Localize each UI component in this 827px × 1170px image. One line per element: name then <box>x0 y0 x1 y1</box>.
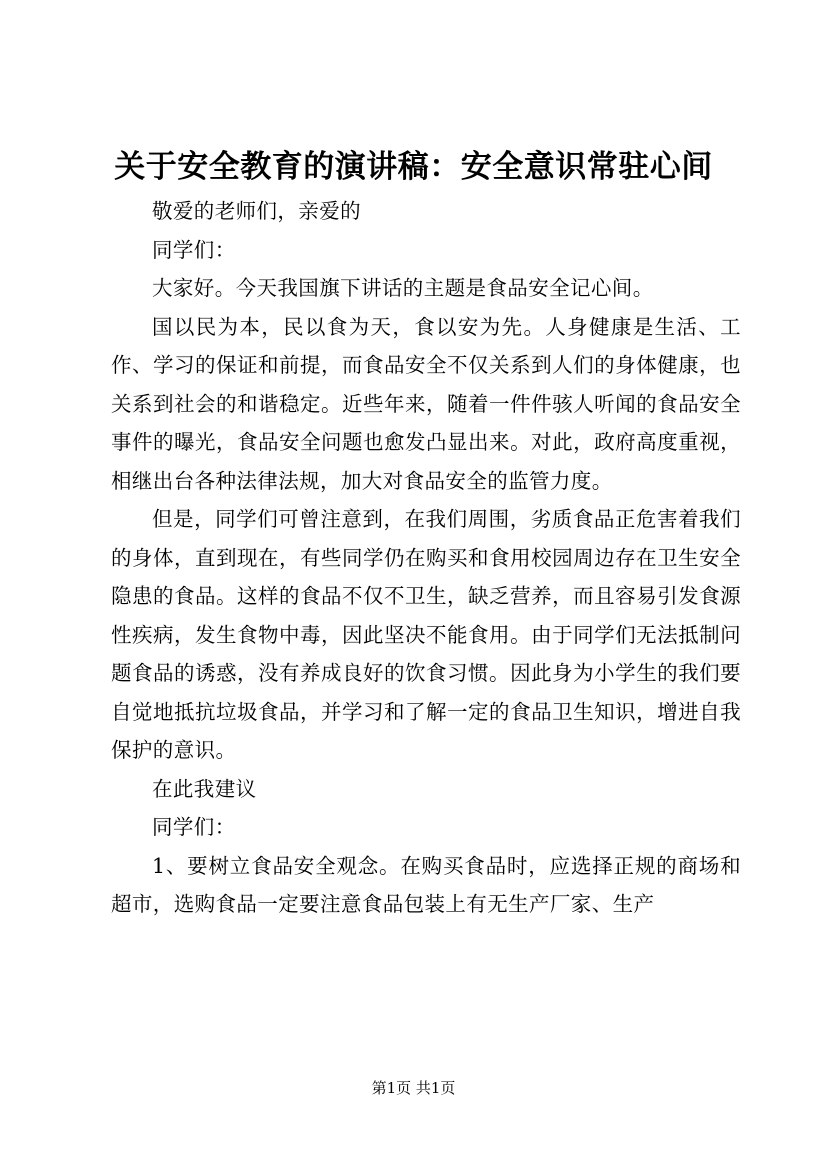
page-number-footer: 第1页 共1页 <box>371 1079 456 1097</box>
paragraph-suggestion-intro: 在此我建议 <box>152 776 257 801</box>
document-body <box>111 192 741 924</box>
paragraph-food-safety-importance: 国以民为本，民以食为天，食以安为先。人身健康是生活、工作、学习的保证和前提，而食品安全不仅关系到人们的身体健康，也关系到社会的和谐稳定。近些年来，随着一件件骇人听闻的食品安全事件的曝光，食品安全问题也愈发凸显出来。对此，政府高度重视，相继出台各种法律法规，加大对食品安全的监管力度。 <box>111 314 741 493</box>
document-title: 关于安全教育的演讲稿：安全意识常驻心间 <box>114 149 713 185</box>
paragraph-opening: 大家好。今天我国旗下讲话的主题是食品安全记心间。 <box>152 276 654 300</box>
paragraph-greeting: 敬爱的老师们，亲爱的 <box>152 199 361 223</box>
paragraph-salutation-2: 同学们： <box>152 815 236 839</box>
paragraph-salutation: 同学们： <box>152 237 236 262</box>
paragraph-food-safety-risks: 但是，同学们可曾注意到，在我们周围，劣质食品正危害着我们的身体，直到现在，有些同学仍在购买和食用校园周边存在卫生安全隐患的食品。这样的食品不仅不卫生，缺乏营养，而且容易引发食源性疾病，发生食物中毒，因此坚决不能食用。由于同学们无法抵制问题食品的诱惑，没有养成良好的饮食习惯。因此身为小学生的我们要自觉地抵抗垃圾食品，并学习和了解一定的食品卫生知识，增进自我保护的意识。 <box>111 507 741 762</box>
paragraph-suggestion-1: 1、要树立食品安全观念。在购买食品时，应选择正规的商场和超市，选购食品一定要注意食品包装上有无生产厂家、生产 <box>111 853 741 916</box>
